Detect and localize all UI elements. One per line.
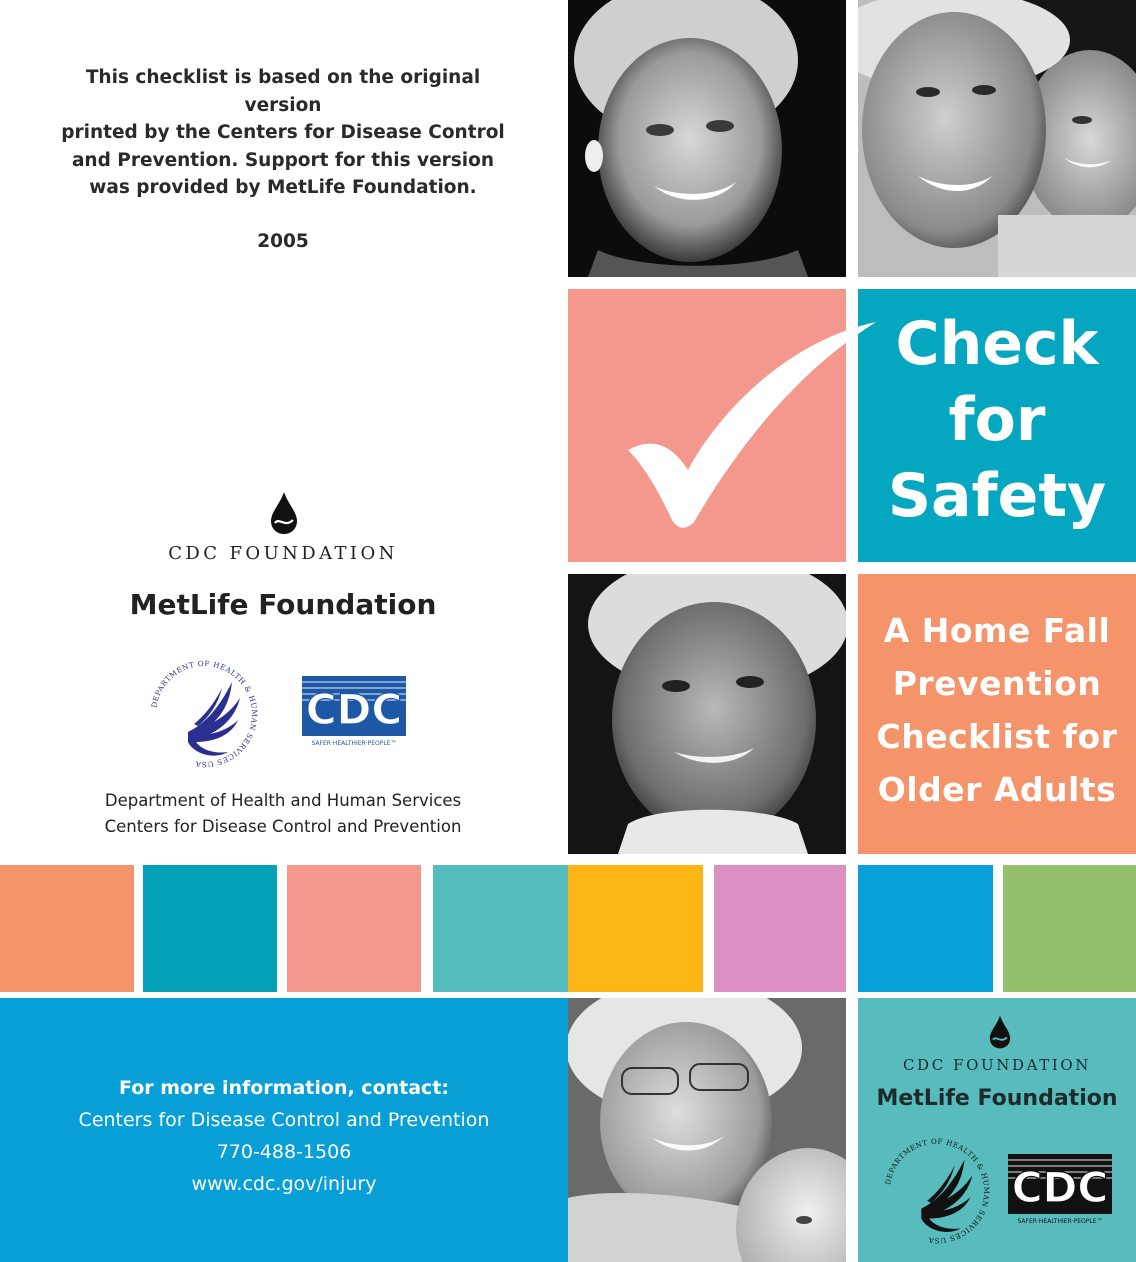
cdc-foundation-drop-icon <box>986 1014 1014 1050</box>
cdc-tagline: SAFER·HEALTHIER·PEOPLE™ <box>311 740 397 747</box>
cdc-logo-text: CDC <box>305 685 403 734</box>
color-swatch <box>143 865 277 992</box>
color-swatch <box>433 865 568 992</box>
metlife-foundation-logo-text: MetLife Foundation <box>876 1086 1118 1111</box>
department-names <box>60 788 506 840</box>
contact-heading: For more information, contact: <box>118 1077 449 1099</box>
cdc-logo-icon <box>1008 1154 1112 1226</box>
cover-subtitle-line: A Home Fall <box>883 611 1111 650</box>
contact-organization: Centers for Disease Control and Prevention <box>78 1109 490 1131</box>
color-swatch <box>714 865 846 992</box>
contact-phone: 770-488-1506 <box>216 1141 352 1163</box>
cdc-foundation-logo-text: CDC FOUNDATION <box>168 543 398 564</box>
cover-title-line: Safety <box>887 461 1107 531</box>
sponsor-note <box>50 64 516 202</box>
department-cdc: Centers for Disease Control and Prevention <box>104 817 462 836</box>
cover-subtitle <box>858 604 1136 816</box>
hhs-ring-text: DEPARTMENT OF HEALTH & HUMAN SERVICES USA <box>149 658 260 770</box>
older-woman-portrait-photo <box>568 574 846 854</box>
publication-year: 2005 <box>257 231 309 252</box>
color-swatch <box>287 865 421 992</box>
cover-subtitle-line: Checklist for <box>876 717 1118 756</box>
sponsor-note-line: This checklist is based on the original version <box>85 67 481 116</box>
cover-subtitle-line: Older Adults <box>877 770 1117 809</box>
hhs-eagle-logo-icon <box>878 1132 996 1250</box>
cover-title <box>858 306 1136 534</box>
smiling-older-woman-photo <box>568 0 846 277</box>
cdc-foundation-logo-text: CDC FOUNDATION <box>902 1056 1091 1074</box>
grandmother-with-baby-photo <box>568 998 846 1262</box>
cover-title-line: Check <box>895 309 1099 379</box>
cover-title-line: for <box>948 385 1046 455</box>
older-couple-photo <box>858 0 1136 277</box>
cdc-foundation-drop-icon <box>266 490 302 536</box>
cover-subtitle-line: Prevention <box>892 664 1102 703</box>
checkmark-icon <box>600 300 900 540</box>
metlife-foundation-logo-text: MetLife Foundation <box>129 588 437 621</box>
department-hhs: Department of Health and Human Services <box>104 791 462 810</box>
sponsor-note-line: was provided by MetLife Foundation. <box>89 177 477 198</box>
color-swatch <box>1003 865 1136 992</box>
color-swatch <box>568 865 703 992</box>
hhs-eagle-logo-icon <box>144 654 264 774</box>
sponsor-note-line: and Prevention. Support for this version <box>71 149 495 171</box>
hhs-ring-text: DEPARTMENT OF HEALTH & HUMAN SERVICES USA <box>883 1136 992 1246</box>
cdc-logo-icon <box>302 676 406 748</box>
sponsor-note-line: printed by the Centers for Disease Control <box>61 122 505 143</box>
color-swatch <box>0 865 134 992</box>
color-swatch <box>858 865 993 992</box>
cdc-logo-text: CDC <box>1011 1163 1109 1212</box>
contact-info <box>0 1072 568 1200</box>
cdc-tagline: SAFER·HEALTHIER·PEOPLE™ <box>1017 1218 1103 1225</box>
contact-url: www.cdc.gov/injury <box>191 1173 377 1195</box>
